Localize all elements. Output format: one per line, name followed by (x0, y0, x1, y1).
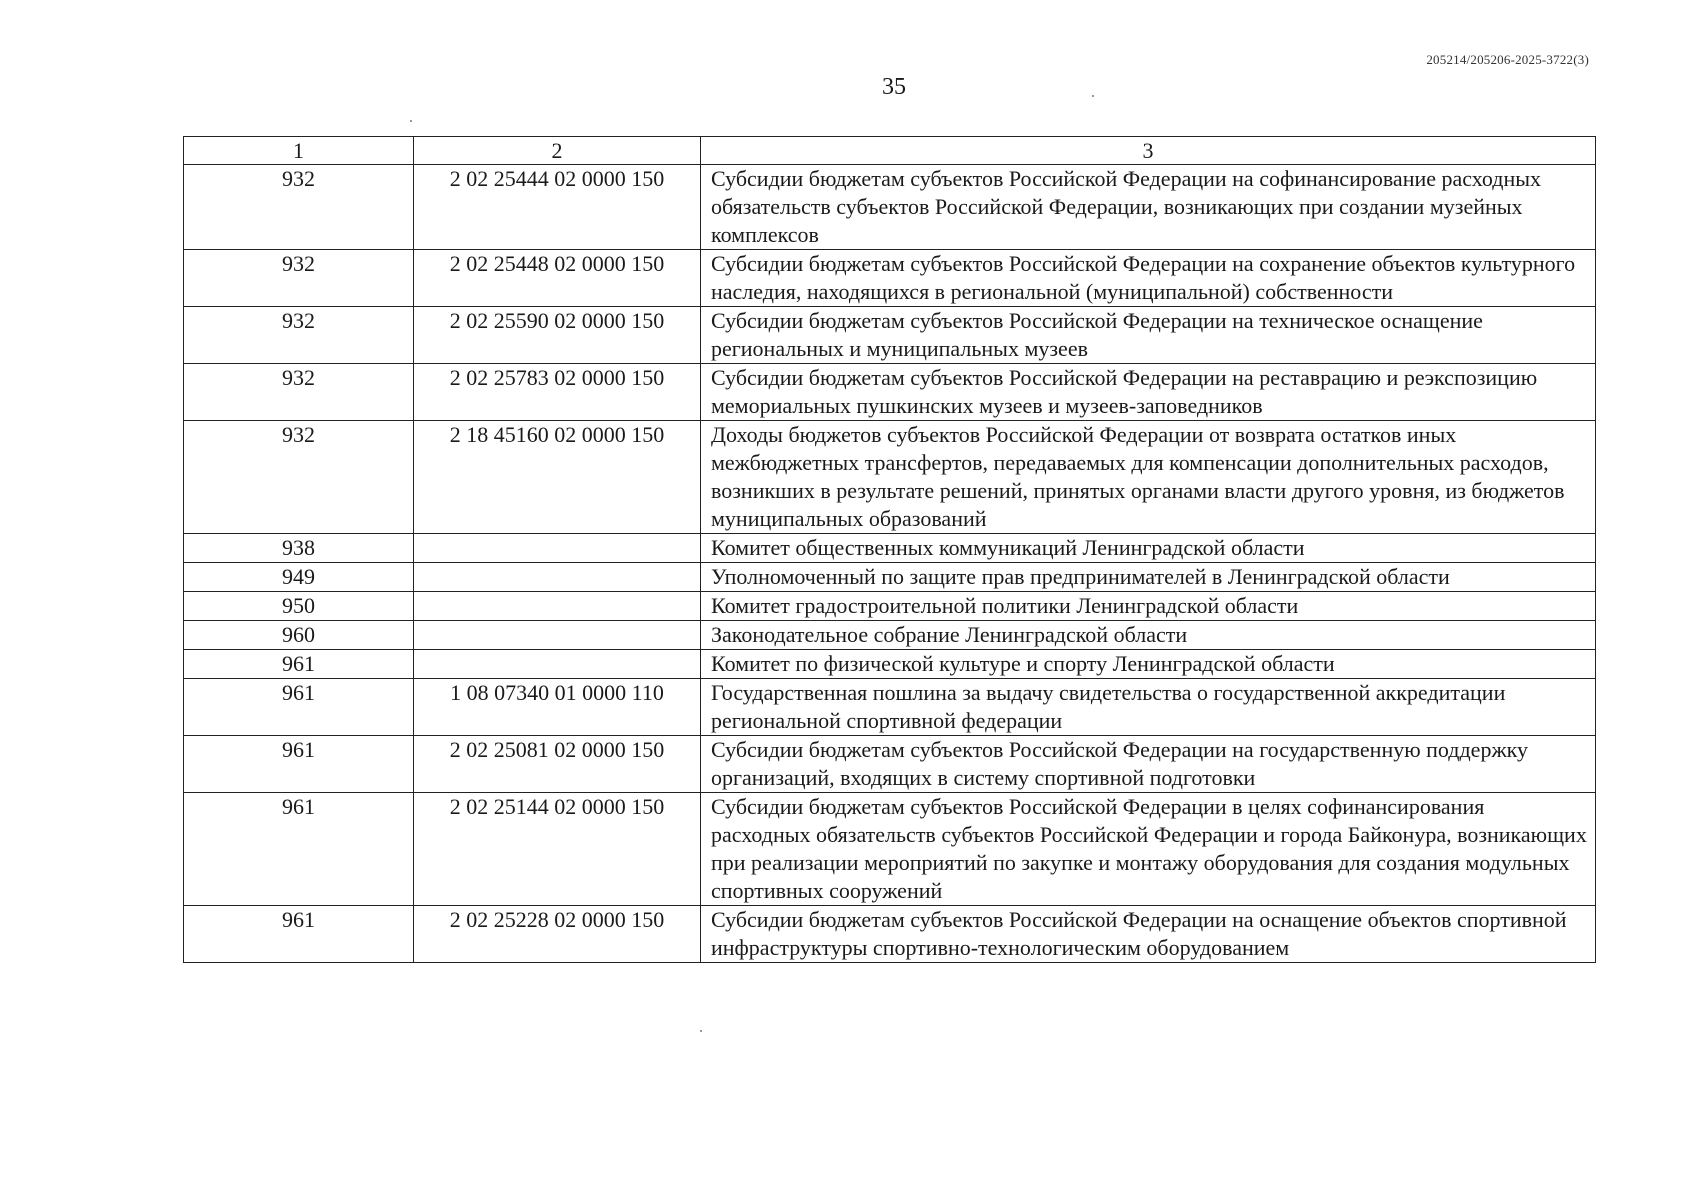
table-row (184, 592, 1596, 621)
budget-classification-code-cell: 2 02 25590 02 0000 150 (414, 307, 701, 364)
budget-classification-code-cell (414, 650, 701, 679)
revenue-description-cell: Субсидии бюджетам субъектов Российской Федерации на оснащение объектов спортивной инфраструктуры спортивно-технологическим оборудованием (701, 906, 1596, 963)
table-row (184, 364, 1596, 421)
revenue-description-cell: Законодательное собрание Ленинградской области (701, 621, 1596, 650)
table-row (184, 650, 1596, 679)
budget-classification-code-cell: 2 18 45160 02 0000 150 (414, 421, 701, 534)
budget-classification-code-cell: 2 02 25081 02 0000 150 (414, 736, 701, 793)
scan-speck (410, 120, 412, 122)
revenue-description-cell: Комитет по физической культуре и спорту Ленинградской области (701, 650, 1596, 679)
admin-code-cell: 960 (184, 621, 414, 650)
revenue-description-cell: Субсидии бюджетам субъектов Российской Федерации на софинансирование расходных обязательств субъектов Российской Федерации, возникающих при создании музейных комплексов (701, 165, 1596, 250)
admin-code-cell: 932 (184, 250, 414, 307)
admin-code-cell: 949 (184, 563, 414, 592)
header-col-3: 3 (701, 137, 1596, 165)
revenue-description-cell: Субсидии бюджетам субъектов Российской Федерации на реставрацию и реэкспозицию мемориальных пушкинских музеев и музеев-заповедников (701, 364, 1596, 421)
admin-code-cell: 961 (184, 793, 414, 906)
budget-classification-code-cell: 2 02 25444 02 0000 150 (414, 165, 701, 250)
table-row (184, 421, 1596, 534)
budget-classification-code-cell: 1 08 07340 01 0000 110 (414, 679, 701, 736)
table-row (184, 307, 1596, 364)
revenue-description-cell: Субсидии бюджетам субъектов Российской Федерации на техническое оснащение региональных и муниципальных музеев (701, 307, 1596, 364)
document-id: 205214/205206-2025-3722(3) (1426, 52, 1589, 67)
admin-code-cell: 932 (184, 421, 414, 534)
table-row (184, 250, 1596, 307)
header-col-1: 1 (184, 137, 414, 165)
admin-code-cell: 932 (184, 165, 414, 250)
budget-classification-code-cell (414, 592, 701, 621)
revenue-description-cell: Уполномоченный по защите прав предпринимателей в Ленинградской области (701, 563, 1596, 592)
revenue-description-cell: Субсидии бюджетам субъектов Российской Федерации на государственную поддержку организаций, входящих в систему спортивной подготовки (701, 736, 1596, 793)
revenue-description-cell: Комитет общественных коммуникаций Ленинградской области (701, 534, 1596, 563)
budget-classification-code-cell (414, 534, 701, 563)
revenue-description-cell: Государственная пошлина за выдачу свидетельства о государственной аккредитации региональной спортивной федерации (701, 679, 1596, 736)
admin-code-cell: 932 (184, 307, 414, 364)
revenue-description-cell: Субсидии бюджетам субъектов Российской Федерации в целях софинансирования расходных обязательств субъектов Российской Федерации и города Байконура, возникающих при реализации мероприятий по закупке и монтажу оборудования для создания модульных спортивных сооружений (701, 793, 1596, 906)
scan-speck (1092, 95, 1094, 97)
table-row (184, 679, 1596, 736)
admin-code-cell: 938 (184, 534, 414, 563)
budget-classification-code-cell (414, 621, 701, 650)
revenue-description-cell: Доходы бюджетов субъектов Российской Федерации от возврата остатков иных межбюджетных трансфертов, передаваемых для компенсации дополнительных расходов, возникших в результате решений, принятых органами власти другого уровня, из бюджетов муниципальных образований (701, 421, 1596, 534)
budget-classification-code-cell (414, 563, 701, 592)
budget-revenue-table (183, 136, 1596, 963)
admin-code-cell: 961 (184, 679, 414, 736)
table-row (184, 736, 1596, 793)
table-row (184, 793, 1596, 906)
table-row (184, 563, 1596, 592)
budget-classification-code-cell: 2 02 25783 02 0000 150 (414, 364, 701, 421)
table-row (184, 906, 1596, 963)
header-col-2: 2 (414, 137, 701, 165)
table-row (184, 534, 1596, 563)
admin-code-cell: 961 (184, 736, 414, 793)
table-row (184, 621, 1596, 650)
budget-classification-code-cell: 2 02 25228 02 0000 150 (414, 906, 701, 963)
budget-classification-code-cell: 2 02 25144 02 0000 150 (414, 793, 701, 906)
admin-code-cell: 961 (184, 906, 414, 963)
admin-code-cell: 932 (184, 364, 414, 421)
table-header-row (184, 137, 1596, 165)
table-row (184, 165, 1596, 250)
admin-code-cell: 961 (184, 650, 414, 679)
revenue-description-cell: Субсидии бюджетам субъектов Российской Федерации на сохранение объектов культурного наследия, находящихся в региональной (муниципальной) собственности (701, 250, 1596, 307)
revenue-description-cell: Комитет градостроительной политики Ленинградской области (701, 592, 1596, 621)
admin-code-cell: 950 (184, 592, 414, 621)
budget-classification-code-cell: 2 02 25448 02 0000 150 (414, 250, 701, 307)
page-number: 35 (882, 74, 906, 100)
scan-speck (700, 1030, 702, 1032)
